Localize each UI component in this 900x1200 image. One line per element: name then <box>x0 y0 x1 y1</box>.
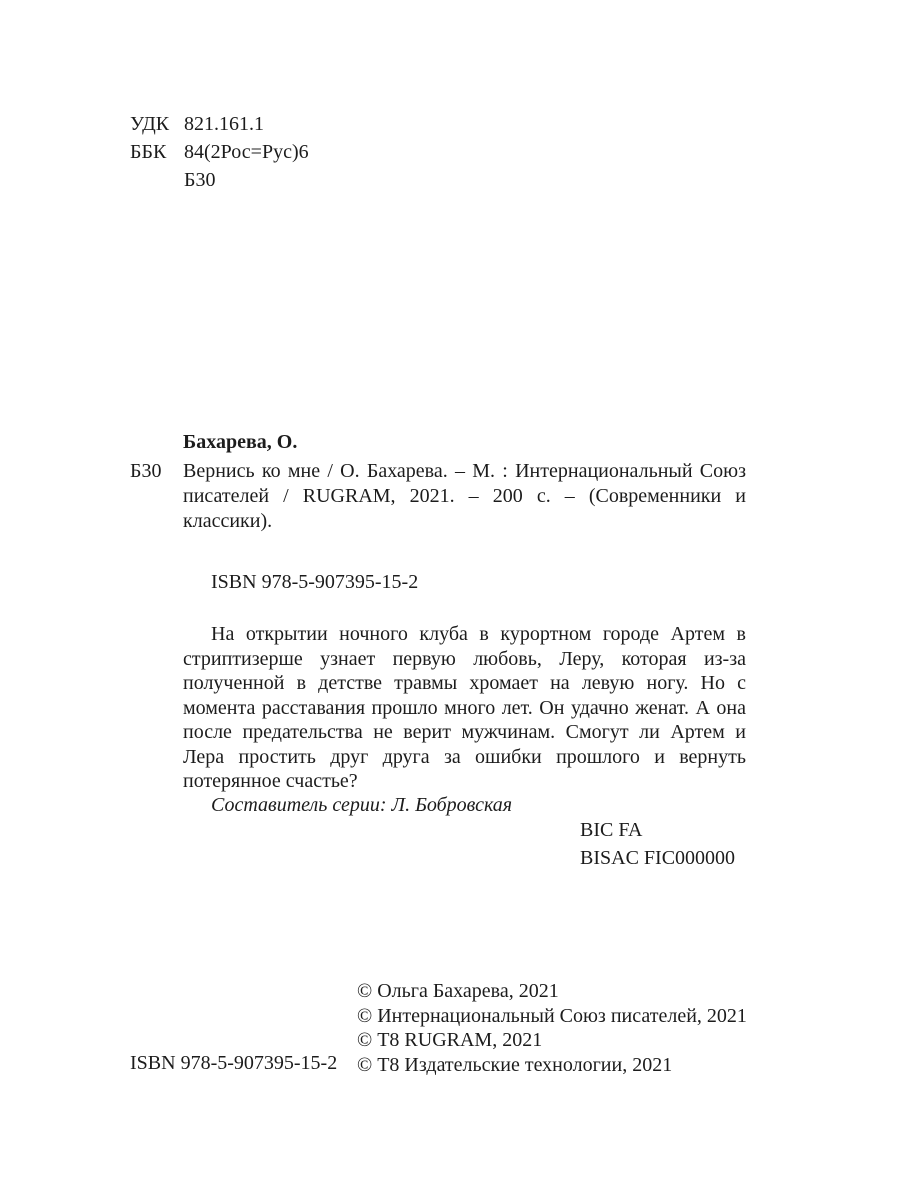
udk-label: УДК <box>130 113 170 135</box>
copyright-block <box>357 979 747 1077</box>
annotation: На открытии ночного клуба в курортном городе Артем в стриптизерше узнает первую любовь, Леру, которая из-за полученной в детстве травмы хромает на левую ногу. Но с момента расставания прошло много лет. Он удачно женат. А она после предательства не верит мужчинам. Смогут ли Артем и Лера простить друг друга за ошибки прошлого и вернуть потерянное счастье? <box>183 623 746 792</box>
author-mark-code: Б30 <box>130 460 162 482</box>
bbk-label: ББК <box>130 141 167 163</box>
copyright-line: © Т8 Издательские технологии, 2021 <box>357 1053 673 1076</box>
copyright-line: © Ольга Бахарева, 2021 <box>357 980 559 1002</box>
bibliographic-description: Вернись ко мне / О. Бахарева. – М. : Интернациональный Союз писателей / RUGRAM, 2021. – 200 с. – (Современники и классики). <box>183 460 746 532</box>
author-heading: Бахарева, О. <box>183 431 298 453</box>
isbn-bottom: ISBN 978-5-907395-15-2 <box>130 1052 338 1074</box>
copyright-line: © Т8 RUGRAM, 2021 <box>357 1029 543 1051</box>
isbn: ISBN 978-5-907395-15-2 <box>211 571 419 593</box>
udk-value: 821.161.1 <box>184 113 264 135</box>
author-mark: Б30 <box>184 169 216 191</box>
bisac-code: BISAC FIC000000 <box>580 847 736 869</box>
bic-code: BIC FA <box>580 819 643 841</box>
series-compiler: Составитель серии: Л. Бобровская <box>211 794 513 816</box>
copyright-line: © Интернациональный Союз писателей, 2021 <box>357 1004 747 1027</box>
bbk-value: 84(2Рос=Рус)6 <box>184 141 309 163</box>
